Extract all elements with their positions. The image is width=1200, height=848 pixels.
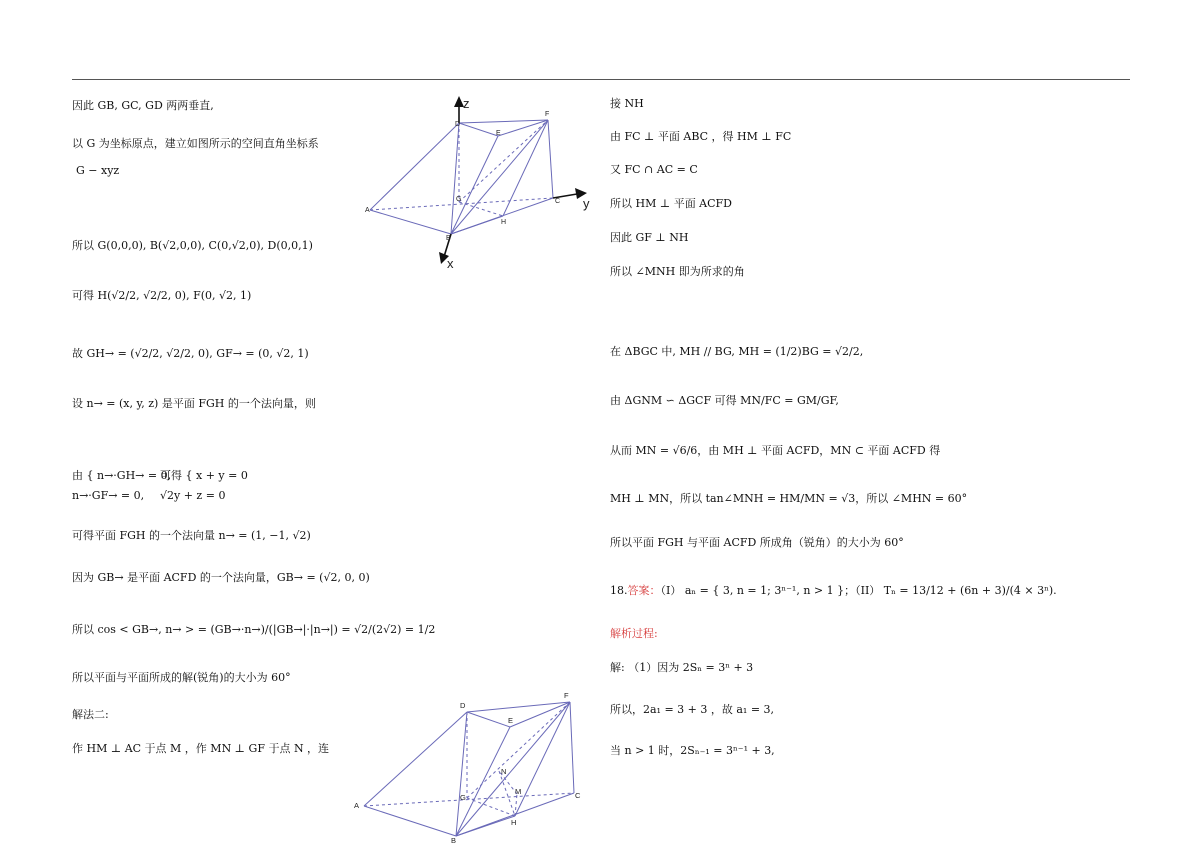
text-line: 在 ΔBGC 中, MH // BG, MH = (1/2)BG = √2/2,: [610, 345, 864, 358]
text-line: 当 n > 1 时，2Sₙ₋₁ = 3ⁿ⁻¹ + 3,: [610, 744, 775, 757]
figure-solid-mn: [350, 690, 590, 845]
answer-text: （I） aₙ = { 3, n = 1; 3ⁿ⁻¹, n > 1 }；（II） Tₙ = 13/12 + (6n + 3)/(4 × 3ⁿ).: [660, 584, 1057, 597]
edge-EF: [510, 702, 570, 727]
label-B: B: [446, 235, 451, 242]
text-line: 接 NH: [610, 97, 644, 110]
text-line: 又 FC ∩ AC = C: [610, 163, 698, 176]
edge-BE: [451, 136, 498, 234]
label-A: A: [365, 207, 370, 214]
label-G: G: [460, 793, 466, 802]
header-rule: [72, 79, 1130, 80]
label-y: y: [583, 196, 590, 211]
figure-2-svg: [350, 690, 590, 845]
text-line: 故 GH→ = (√2/2, √2/2, 0), GF→ = (0, √2, 1): [72, 347, 309, 360]
edge-DE: [467, 712, 510, 727]
edge-GH-hidden: [467, 798, 515, 816]
text-line: 从而 MN = √6/6，由 MH ⊥ 平面 ACFD，MN ⊂ 平面 ACFD 得: [610, 444, 941, 457]
text-line: 所以 cos < GB→, n→ > = (GB→·n→)/(|GB→|·|n→|) = √2/(2√2) = 1/2: [72, 623, 436, 636]
edge-GF-hidden: [459, 120, 548, 202]
figure-coordinate-solid: [355, 90, 600, 275]
edge-HF: [515, 702, 570, 816]
label-F: F: [545, 111, 550, 118]
label-E: E: [508, 716, 514, 725]
label-G: G: [456, 196, 462, 203]
label-F: F: [564, 691, 569, 700]
edge-DB: [451, 123, 462, 234]
label-D: D: [455, 121, 461, 128]
text-line: 可得平面 FGH 的一个法向量 n→ = (1, −1, √2): [72, 529, 311, 542]
text-line: 所以 G(0,0,0), B(√2,0,0), C(0,√2,0), D(0,0,1): [72, 239, 313, 252]
label-E: E: [496, 130, 501, 137]
edge-NH-hidden: [499, 771, 515, 816]
text-line: 所以平面与平面所成的解(锐角)的大小为 60°: [72, 671, 291, 684]
text-line: 解法二:: [72, 708, 109, 721]
edge-FC: [570, 702, 574, 793]
edge-GH-hidden: [459, 202, 503, 216]
label-H: H: [511, 818, 517, 827]
answer-label: 答案：: [627, 584, 661, 597]
label-D: D: [460, 701, 466, 710]
label-C: C: [555, 198, 561, 205]
edge-AB: [370, 210, 451, 234]
text-line: 可得 H(√2/2, √2/2, 0), F(0, √2, 1): [72, 289, 252, 302]
question-number: 18.: [610, 584, 628, 597]
text-line: 所以 HM ⊥ 平面 ACFD: [610, 197, 732, 210]
label-C: C: [575, 791, 581, 800]
label-H: H: [501, 219, 507, 226]
text-line: 由 ΔGNM ∽ ΔGCF 可得 MN/FC = GM/GF,: [610, 394, 839, 407]
figure-1-svg: [355, 90, 600, 275]
text-line: √2y + z = 0: [160, 489, 226, 502]
text-line: 因此 GF ⊥ NH: [610, 231, 689, 244]
edge-DF: [467, 702, 570, 712]
text-line: n→·GF→ = 0,: [72, 489, 145, 502]
edge-FC: [548, 120, 553, 198]
text-line: 因为 GB→ 是平面 ACFD 的一个法向量，GB→ = (√2, 0, 0): [72, 571, 370, 584]
label-M: M: [515, 787, 522, 796]
label-B: B: [451, 836, 457, 845]
text-line: 以 G 为坐标原点，建立如图所示的空间直角坐标系: [72, 137, 319, 150]
text-line: MH ⊥ MN，所以 tan∠MNH = HM/MN = √3，所以 ∠MHN = 60°: [610, 492, 968, 505]
edge-EF: [498, 120, 548, 136]
edge-AB: [364, 806, 456, 836]
text-line: 所以 ∠MNH 即为所求的角: [610, 265, 745, 278]
text-line: 设 n→ = (x, y, z) 是平面 FGH 的一个法向量，则: [72, 397, 316, 410]
text-line: 由 { n→·GH→ = 0,: [72, 469, 172, 482]
edge-DE: [459, 123, 498, 136]
label-x: x: [447, 256, 454, 271]
text-line: 由 FC ⊥ 平面 ABC ，得 HM ⊥ FC: [610, 130, 792, 143]
text-line: 所以，2a₁ = 3 + 3 ，故 a₁ = 3,: [610, 703, 775, 716]
edge-AD: [364, 712, 467, 806]
text-line: G − xyz: [76, 164, 120, 177]
edge-DF: [459, 120, 548, 123]
answer-line: [610, 583, 1057, 599]
edge-HF: [503, 120, 548, 216]
text-line: 因此 GB, GC, GD 两两垂直,: [72, 99, 214, 112]
edge-AD: [370, 123, 462, 210]
text-line: 所以平面 FGH 与平面 ACFD 所成角（锐角）的大小为 60°: [610, 536, 904, 549]
text-line: 作 HM ⊥ AC 于点 M ，作 MN ⊥ GF 于点 N ，连: [72, 742, 330, 755]
text-line: 解: （1）因为 2Sₙ = 3ⁿ + 3: [610, 661, 754, 674]
text-line: 可得 { x + y = 0: [160, 469, 248, 482]
analysis-heading: 解析过程:: [610, 627, 658, 640]
label-A: A: [354, 801, 360, 810]
label-N: N: [501, 767, 507, 776]
label-z: z: [463, 96, 470, 111]
